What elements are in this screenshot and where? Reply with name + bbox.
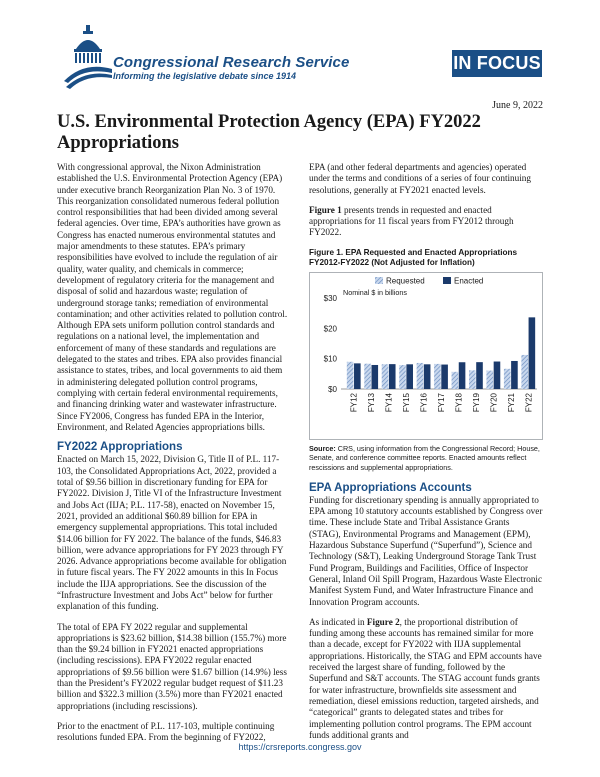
figure-1-chart — [309, 272, 543, 440]
bar-enacted-fy12 — [354, 363, 361, 389]
org-tagline: Informing the legislative debate since 1914 — [113, 71, 297, 81]
bar-requested-fy14 — [382, 364, 389, 389]
figure-source-note — [309, 444, 543, 473]
source-text: CRS, using information from the Congressional Record; House, Senate, and conference committee reports. Enacted amounts reflect rescissions and supplemental appropriations. — [309, 443, 540, 472]
legend-swatch — [375, 277, 383, 284]
section-heading-fy2022: FY2022 Appropriations — [57, 441, 183, 454]
capitol-dome-logo — [64, 25, 112, 89]
x-tick-label: FY14 — [384, 392, 394, 412]
bar-requested-fy16 — [417, 363, 424, 389]
bar-enacted-fy14 — [389, 364, 396, 389]
body-paragraph: Funding for discretionary spending is annually appropriated to EPA among 10 statutory accounts established by Congress over time. These include State and Tribal Assistance Grants (STAG), Environmental Programs and Management (EPM), Hazardous Substance Superfund (“Superfund”), Science and Technology (S&T), Leaking Underground Storage Tank Trust Fund Program, Buildings and Facilities, Office of Inspector General, Inland Oil Spill Program, Hazardous Waste Electronic Manifest System Fund, and Water Infrastructure Finance and Innovation Program accounts. — [309, 494, 543, 607]
bar-requested-fy21 — [504, 369, 511, 389]
y-tick-label: $0 — [328, 384, 337, 394]
left-column — [57, 162, 291, 753]
figure-title — [309, 248, 543, 268]
legend-swatch — [443, 277, 451, 284]
bar-requested-fy22 — [521, 355, 528, 389]
in-focus-badge: IN FOCUS — [452, 50, 542, 77]
paragraph-text: presents trends in requested and enacted appropriations for 11 fiscal years from FY2012 through FY2022. — [309, 204, 514, 238]
figure-reference-paragraph — [309, 617, 543, 741]
org-name: Congressional Research Service — [113, 54, 350, 71]
y-tick-label: $20 — [323, 324, 337, 334]
bar-requested-fy15 — [399, 365, 406, 389]
bar-enacted-fy16 — [424, 364, 431, 389]
figure-2-link[interactable]: Figure 2 — [366, 616, 400, 627]
page-header — [0, 0, 600, 95]
section-heading-accounts: EPA Appropriations Accounts — [309, 481, 472, 494]
bar-enacted-fy19 — [476, 362, 483, 389]
bar-requested-fy18 — [452, 372, 459, 389]
bar-enacted-fy20 — [494, 361, 501, 388]
body-paragraph: Prior to the enactment of P.L. 117-103, multiple continuing resolutions funded EPA. From the beginning of FY2022, — [57, 720, 275, 743]
figure-reference-paragraph — [309, 205, 543, 239]
y-tick-label: $10 — [323, 354, 337, 364]
x-tick-label: FY22 — [524, 392, 534, 412]
bar-enacted-fy13 — [371, 365, 378, 389]
chart-frame — [310, 272, 543, 439]
bar-chart — [309, 272, 543, 440]
page-title: U.S. Environmental Protection Agency (EPA) FY2022 Appropriations — [57, 112, 481, 153]
x-tick-label: FY16 — [419, 392, 429, 412]
bar-enacted-fy21 — [511, 361, 518, 389]
bar-enacted-fy22 — [529, 317, 536, 389]
chart-annotation: Nominal $ in billions — [343, 287, 407, 297]
bar-requested-fy19 — [469, 370, 476, 389]
bar-enacted-fy15 — [406, 364, 413, 389]
figure-title-line: Figure 1. EPA Requested and Enacted Appropriations — [309, 247, 518, 257]
y-tick-label: $30 — [323, 293, 337, 303]
x-tick-label: FY21 — [506, 392, 516, 412]
intro-paragraph: With congressional approval, the Nixon Administration established the U.S. Environmental Protection Agency (EPA) under executive branch Reorganization Plan No. 3 of 1970. This reorganization consolidated numerous federal pollution control responsibilities that had been divided among several federal agencies. Over time, EPA’s authorities have grown as Congress has enacted numerous environmental statutes and major amendments to these statutes. EPA’s primary responsibilities have evolved to include the regulation of air quality, water quality, and chemicals in commerce; development of regulatory criteria for the management and disposal of solid and hazardous waste; regulation of underground storage tanks; remediation of environmental contamination; and other activities related to pollution control. Although EPA sets uniform pollution control standards and regulations on a national level, the implementation and enforcement of many of these standards and regulations are delegated to the states and tribes. EPA also provides financial assistance to states, tribes, and local governments to aid them in administering delegated pollution control programs, complying with certain federal environmental requirements, and financing drinking water and wastewater infrastructure. Since FY2006, Congress has funded EPA in the Interior, Environment, and Related Agencies appropriations bills. — [57, 162, 288, 432]
legend-label: Requested — [386, 276, 425, 286]
bar-requested-fy12 — [347, 362, 354, 389]
body-paragraph: The total of EPA FY 2022 regular and supplemental appropriations is $23.62 billion, $14.38 billion (155.7%) more than the $9.24 billion in FY2021 enacted appropriations (including rescissions). EPA FY2022 regular enacted appropriations of $9.56 billion were $1.67 billion (14.9%) less than the President’s FY2022 regular budget request of $11.23 billion and $322.3 million (3.5%) more than FY2021 enacted appropriations (including rescissions). — [57, 621, 287, 711]
x-tick-label: FY13 — [367, 392, 377, 412]
bar-requested-fy17 — [434, 364, 441, 389]
legend-label: Enacted — [454, 276, 484, 286]
x-tick-label: FY20 — [489, 392, 499, 412]
right-column — [309, 162, 543, 750]
source-label: Source: — [309, 443, 336, 453]
x-tick-label: FY15 — [402, 392, 412, 412]
bar-enacted-fy18 — [459, 362, 466, 389]
figure-title-line: FY2012-FY2022 (Not Adjusted for Inflation) — [309, 257, 475, 267]
figure-1-link[interactable]: Figure 1 — [309, 204, 342, 215]
paragraph-text: , the proportional distribution of funding among these accounts has remained similar for more than a decade, except for FY2022 with IIJA supplemental appropriations. Historically, the STAG and EPM accounts have received the largest share of funding, followed by the Superfund and S&T accounts. The STAG account funds grants for water infrastructure, brownfields site assessment and remediation, diesel emissions reduction, targeted airsheds, and “categorical” grants to delegated states and tribes for implementing pollution control programs. The EPM account funds additional grants and — [309, 616, 542, 740]
x-tick-label: FY17 — [437, 392, 446, 412]
crs-reports-link[interactable]: https://crsreports.congress.gov — [238, 742, 362, 752]
paragraph-text: As indicated in — [309, 616, 367, 627]
bar-requested-fy13 — [364, 363, 371, 388]
body-paragraph: Enacted on March 15, 2022, Division G, Title II of P.L. 117-103, the Consolidated Appropriations Act, 2022, provided a total of $9.56 billion in discretionary funding for EPA for FY2022. Division J, Title VI of the Infrastructure Investment and Jobs Act (IIJA; P.L. 117-58), enacted on November 15, 2021, provided an additional $60.89 billion for EPA in emergency supplemental appropriations. This total included $14.06 billion for FY 2022. The balance of the funds, $46.83 billion, were advance appropriations for FY 2023 through FY 2026. Advance appropriations become available for obligation in future fiscal years. The FY 2022 amounts in this In Focus include the IIJA appropriations. See the discussion of the “Infrastructure Investment and Jobs Act” below for further explanation of this funding. — [57, 454, 287, 612]
bar-enacted-fy17 — [441, 364, 448, 388]
bar-requested-fy20 — [486, 370, 493, 388]
x-tick-label: FY12 — [349, 392, 359, 412]
x-tick-label: FY19 — [471, 392, 481, 412]
publication-date: June 9, 2022 — [492, 100, 543, 111]
x-tick-label: FY18 — [454, 392, 464, 412]
body-paragraph: EPA (and other federal departments and agencies) operated under the terms and conditions of a series of four continuing resolutions, generally at FY2021 enacted levels. — [309, 162, 531, 195]
